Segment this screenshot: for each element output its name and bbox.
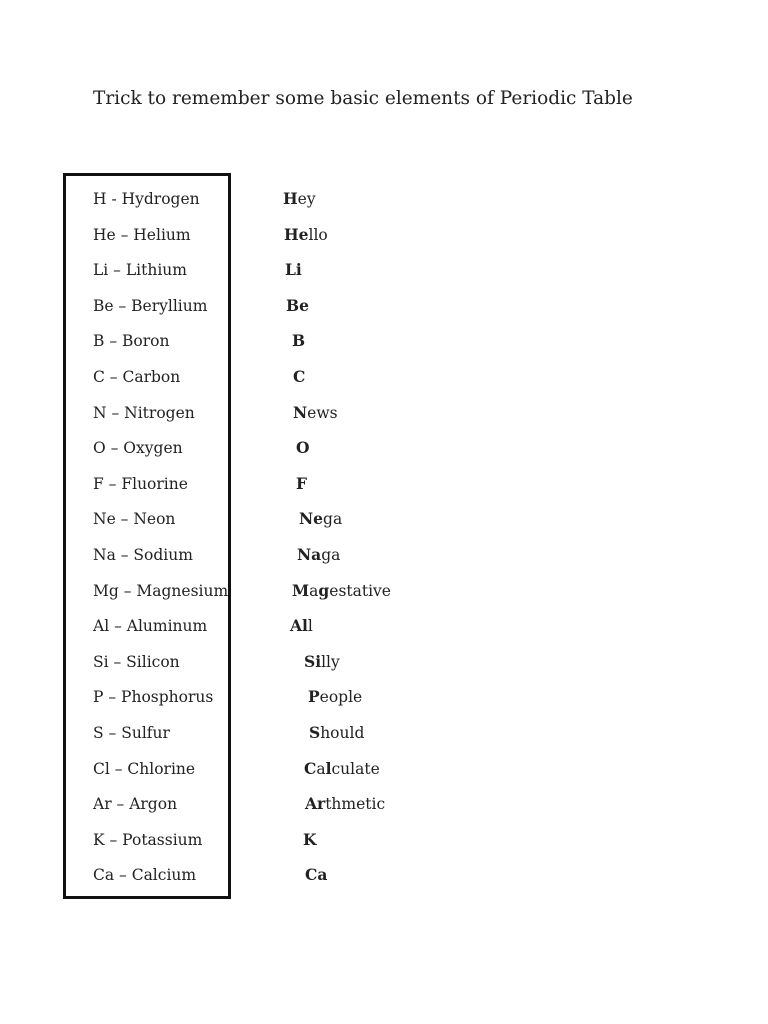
mnemonic-word (303, 830, 316, 850)
mnemonic-highlight: B (292, 331, 306, 350)
mnemonic-word (293, 403, 338, 423)
mnemonic-rest: ga (321, 546, 341, 564)
mnemonic-highlight: Na (297, 545, 322, 564)
mnemonic-word (293, 367, 305, 387)
element-name: Ne – Neon (93, 510, 176, 528)
element-name: P – Phosphorus (93, 688, 214, 706)
mnemonic-word (290, 616, 313, 636)
mnemonic-highlight: Si (304, 652, 322, 671)
mnemonic-word (292, 581, 391, 601)
mnemonic-rest: eople (319, 688, 363, 706)
mnemonic-highlight: Li (285, 260, 302, 279)
mnemonic-word (308, 687, 362, 707)
mnemonic-rest: ga (323, 510, 343, 528)
mnemonic-word (305, 865, 327, 885)
element-name: H - Hydrogen (93, 190, 200, 208)
mnemonic-highlight: K (303, 830, 317, 849)
mnemonic-word (285, 260, 302, 280)
mnemonic-highlight: H (283, 189, 298, 208)
mnemonic-rest: thmetic (325, 795, 386, 813)
mnemonic-word (286, 296, 309, 316)
element-name: Li – Lithium (93, 261, 187, 279)
mnemonic-rest: ey (297, 190, 316, 208)
mnemonic-rest: ews (307, 404, 338, 422)
element-name: Mg – Magnesium (93, 582, 229, 600)
mnemonic-rest: llo (308, 226, 328, 244)
mnemonic-highlight: Ar (305, 794, 326, 813)
mnemonic-rest: a (309, 582, 319, 600)
mnemonic-highlight: Be (286, 296, 309, 315)
element-name: Be – Beryllium (93, 297, 208, 315)
element-name: Si – Silicon (93, 653, 180, 671)
mnemonic-highlight: Ca (305, 865, 328, 884)
element-name: O – Oxygen (93, 439, 183, 457)
mnemonic-word (283, 189, 316, 209)
mnemonic-rest: l (307, 617, 313, 635)
mnemonic-highlight: He (284, 225, 309, 244)
mnemonic-word (304, 759, 380, 779)
mnemonic-word (292, 331, 305, 351)
element-name: Cl – Chlorine (93, 760, 196, 778)
mnemonic-highlight: g (318, 581, 330, 600)
element-list-box (63, 173, 231, 899)
page-title: Trick to remember some basic elements of Periodic Table (93, 88, 633, 109)
mnemonic-highlight: O (296, 438, 310, 457)
mnemonic-word (296, 438, 310, 458)
mnemonic-word (284, 225, 328, 245)
mnemonic-highlight: Ne (299, 509, 324, 528)
mnemonic-highlight: P (308, 687, 320, 706)
mnemonic-highlight: C (304, 759, 317, 778)
mnemonic-highlight: Al (290, 616, 308, 635)
mnemonic-highlight: l (325, 759, 332, 778)
element-name: Na – Sodium (93, 546, 193, 564)
element-name: S – Sulfur (93, 724, 170, 742)
mnemonic-word (297, 545, 340, 565)
element-name: Ca – Calcium (93, 866, 197, 884)
mnemonic-highlight: N (293, 403, 308, 422)
mnemonic-highlight: M (292, 581, 310, 600)
element-name: N – Nitrogen (93, 404, 195, 422)
element-name: Ar – Argon (93, 795, 178, 813)
mnemonic-rest: estative (329, 582, 391, 600)
element-name: F – Fluorine (93, 475, 188, 493)
mnemonic-rest: hould (320, 724, 365, 742)
mnemonic-word (299, 509, 342, 529)
mnemonic-word (296, 474, 307, 494)
element-name: He – Helium (93, 226, 191, 244)
element-name: B – Boron (93, 332, 170, 350)
mnemonic-rest: culate (331, 760, 380, 778)
mnemonic-rest: a (316, 760, 326, 778)
element-name: Al – Aluminum (93, 617, 208, 635)
mnemonic-word (304, 652, 340, 672)
mnemonic-word (305, 794, 385, 814)
element-name: C – Carbon (93, 368, 181, 386)
mnemonic-highlight: S (309, 723, 321, 742)
mnemonic-highlight: F (296, 474, 308, 493)
element-name: K – Potassium (93, 831, 203, 849)
mnemonic-rest: lly (321, 653, 340, 671)
mnemonic-word (309, 723, 364, 743)
mnemonic-highlight: C (293, 367, 306, 386)
